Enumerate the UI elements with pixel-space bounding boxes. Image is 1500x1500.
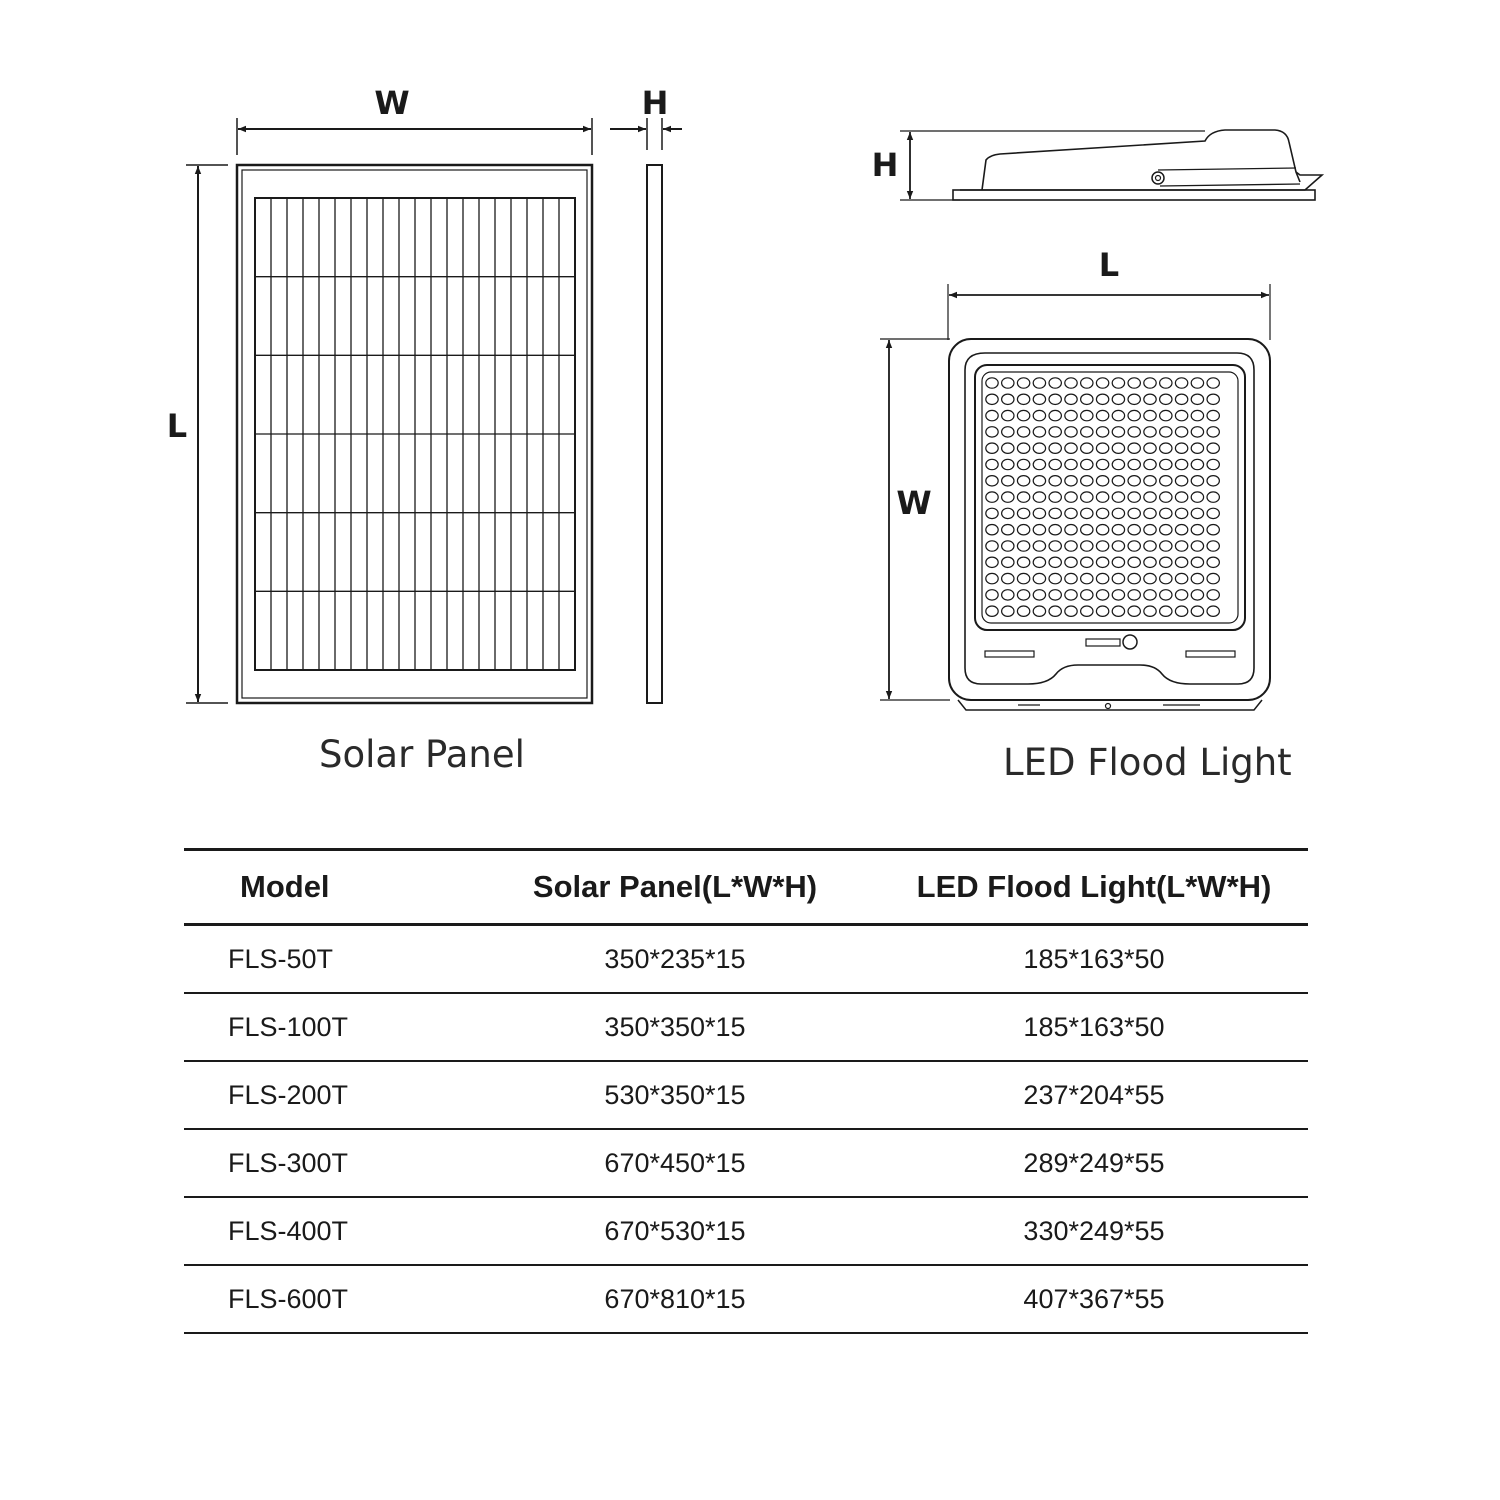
led-dot <box>1128 525 1140 535</box>
led-dot <box>1065 573 1077 583</box>
led-dot <box>1096 590 1108 600</box>
led-dot <box>1191 508 1203 518</box>
led-dot <box>1191 573 1203 583</box>
led-dot <box>1002 427 1014 437</box>
led-dot <box>1207 394 1219 404</box>
led-dot <box>1160 378 1172 388</box>
led-dot <box>1160 573 1172 583</box>
led-dot <box>1207 590 1219 600</box>
led-dot <box>1160 476 1172 486</box>
led-dot <box>1033 427 1045 437</box>
led-dot <box>986 606 998 616</box>
led-dot <box>1175 557 1187 567</box>
model-cell: FLS-50T <box>184 925 470 994</box>
led-dot <box>1096 410 1108 420</box>
flood-light-size-cell: 185*163*50 <box>880 925 1308 994</box>
led-dot <box>1128 427 1140 437</box>
led-dot <box>1207 525 1219 535</box>
led-dot <box>1065 459 1077 469</box>
led-dot <box>1144 378 1156 388</box>
model-cell: FLS-600T <box>184 1265 470 1333</box>
led-dot <box>1017 476 1029 486</box>
led-dot <box>1065 541 1077 551</box>
led-dot <box>1017 590 1029 600</box>
led-dot <box>1049 443 1061 453</box>
led-dot <box>1128 573 1140 583</box>
solar-panel-width-dimension <box>237 118 592 155</box>
led-dot <box>1065 508 1077 518</box>
led-dot <box>1160 443 1172 453</box>
led-dot <box>1096 378 1108 388</box>
flood-light-size-cell: 289*249*55 <box>880 1129 1308 1197</box>
led-dot <box>1160 410 1172 420</box>
led-dot <box>1049 590 1061 600</box>
led-dot <box>1033 508 1045 518</box>
led-dot <box>1033 410 1045 420</box>
led-dot <box>986 492 998 502</box>
led-dot <box>1002 557 1014 567</box>
led-dot <box>1207 410 1219 420</box>
led-dot <box>986 508 998 518</box>
led-dot <box>1096 525 1108 535</box>
led-dot <box>1144 525 1156 535</box>
led-dot <box>1033 492 1045 502</box>
led-dot <box>1096 459 1108 469</box>
led-dot <box>1207 508 1219 518</box>
model-cell: FLS-400T <box>184 1197 470 1265</box>
led-dot <box>1033 557 1045 567</box>
led-dot <box>1049 525 1061 535</box>
led-dot <box>1033 394 1045 404</box>
led-dot <box>1096 606 1108 616</box>
led-dot <box>1191 590 1203 600</box>
led-dot <box>1191 557 1203 567</box>
led-dot <box>1065 590 1077 600</box>
led-dot <box>1065 378 1077 388</box>
led-dot <box>1207 492 1219 502</box>
led-dot <box>986 410 998 420</box>
led-dot <box>1002 378 1014 388</box>
led-dot <box>1096 492 1108 502</box>
led-dot <box>1065 394 1077 404</box>
led-dot <box>1175 394 1187 404</box>
led-dot <box>1081 492 1093 502</box>
led-dot <box>1081 525 1093 535</box>
led-dot <box>1128 492 1140 502</box>
led-dot <box>1017 459 1029 469</box>
led-dot <box>986 557 998 567</box>
led-dot <box>1065 476 1077 486</box>
led-dot <box>1191 541 1203 551</box>
led-dot <box>1191 525 1203 535</box>
led-dot <box>1049 427 1061 437</box>
led-dot <box>1175 508 1187 518</box>
led-dot <box>1144 541 1156 551</box>
led-dot <box>986 459 998 469</box>
solar-panel-height-dimension <box>610 118 682 150</box>
led-dot <box>1112 590 1124 600</box>
led-dot <box>1175 410 1187 420</box>
led-dot <box>1081 476 1093 486</box>
solar-panel-column-header: Solar Panel(L*W*H) <box>470 850 880 925</box>
led-dot <box>1096 541 1108 551</box>
solar-panel-size-cell: 670*810*15 <box>470 1265 880 1333</box>
flood-light-drawing <box>880 130 1322 710</box>
flood-light-caption: LED Flood Light <box>1003 741 1292 784</box>
led-dot <box>1049 557 1061 567</box>
led-dot <box>1175 427 1187 437</box>
led-dot <box>1096 573 1108 583</box>
led-dot <box>1065 557 1077 567</box>
led-dot <box>1128 557 1140 567</box>
led-dot <box>1160 492 1172 502</box>
led-dot <box>1175 525 1187 535</box>
led-dot <box>1128 606 1140 616</box>
led-dot <box>1002 476 1014 486</box>
led-dot <box>1065 525 1077 535</box>
led-dot <box>1096 427 1108 437</box>
flood-light-size-cell: 330*249*55 <box>880 1197 1308 1265</box>
solar-panel-size-cell: 670*450*15 <box>470 1129 880 1197</box>
led-dot <box>1081 378 1093 388</box>
solar-panel-size-cell: 350*235*15 <box>470 925 880 994</box>
led-dot <box>1096 394 1108 404</box>
solar-panel-length-dimension <box>186 165 228 703</box>
led-dot <box>1160 394 1172 404</box>
led-dot <box>1033 525 1045 535</box>
led-dot <box>1017 378 1029 388</box>
led-dot <box>1144 443 1156 453</box>
led-dot <box>1081 459 1093 469</box>
led-dot <box>1049 378 1061 388</box>
table-row <box>184 1265 1308 1333</box>
led-dot <box>1207 557 1219 567</box>
led-dot <box>1175 443 1187 453</box>
led-dot <box>1207 443 1219 453</box>
led-dot <box>1081 590 1093 600</box>
solar-panel-side-view <box>647 165 662 703</box>
led-dot <box>1160 606 1172 616</box>
led-dot <box>1017 410 1029 420</box>
led-dot <box>1144 590 1156 600</box>
led-dot <box>1096 508 1108 518</box>
flood-light-length-dimension <box>948 284 1270 340</box>
led-dot <box>1033 606 1045 616</box>
led-dot <box>1049 573 1061 583</box>
led-dot <box>1144 492 1156 502</box>
led-dot <box>986 394 998 404</box>
flood-light-length-label: L <box>1098 246 1120 284</box>
solar-panel-length-label: L <box>166 407 188 445</box>
led-dot <box>1144 394 1156 404</box>
led-dot <box>1033 378 1045 388</box>
model-cell: FLS-300T <box>184 1129 470 1197</box>
led-dot <box>1081 443 1093 453</box>
led-dot <box>1112 606 1124 616</box>
led-dot <box>1112 394 1124 404</box>
led-dot <box>1065 410 1077 420</box>
flood-light-size-cell: 185*163*50 <box>880 993 1308 1061</box>
flood-light-led-board <box>975 365 1245 630</box>
solar-panel-size-cell: 530*350*15 <box>470 1061 880 1129</box>
led-dot <box>1002 541 1014 551</box>
led-dot <box>1207 378 1219 388</box>
led-dot <box>1049 492 1061 502</box>
table-row <box>184 1061 1308 1129</box>
led-dot <box>1112 459 1124 469</box>
led-dot <box>1096 476 1108 486</box>
led-dot <box>1207 541 1219 551</box>
led-dot <box>1175 492 1187 502</box>
table-row <box>184 1197 1308 1265</box>
led-dot <box>986 443 998 453</box>
led-dot <box>986 427 998 437</box>
led-dot <box>1112 557 1124 567</box>
led-dot <box>1096 443 1108 453</box>
led-dot <box>1002 459 1014 469</box>
led-dot <box>1049 394 1061 404</box>
led-dot <box>1144 573 1156 583</box>
led-dot <box>1207 606 1219 616</box>
flood-light-led-array <box>986 378 1220 617</box>
led-dot <box>1065 606 1077 616</box>
led-dot <box>1065 427 1077 437</box>
led-dot <box>986 476 998 486</box>
led-dot <box>1002 525 1014 535</box>
led-dot <box>1175 541 1187 551</box>
flood-light-height-label: H <box>871 146 899 184</box>
led-dot <box>1160 590 1172 600</box>
led-dot <box>1033 541 1045 551</box>
led-dot <box>1128 443 1140 453</box>
led-dot <box>986 590 998 600</box>
led-dot <box>1081 557 1093 567</box>
led-dot <box>1112 525 1124 535</box>
led-dot <box>1128 476 1140 486</box>
led-dot <box>1065 443 1077 453</box>
spec-table-header <box>184 850 1308 925</box>
led-dot <box>1112 476 1124 486</box>
led-dot <box>1175 476 1187 486</box>
led-dot <box>1081 427 1093 437</box>
led-dot <box>1033 590 1045 600</box>
led-dot <box>1128 410 1140 420</box>
table-row <box>184 925 1308 994</box>
led-dot <box>1049 541 1061 551</box>
led-dot <box>1144 557 1156 567</box>
solar-panel-size-cell: 670*530*15 <box>470 1197 880 1265</box>
led-dot <box>1160 508 1172 518</box>
flood-light-size-cell: 407*367*55 <box>880 1265 1308 1333</box>
led-dot <box>986 525 998 535</box>
led-dot <box>1191 394 1203 404</box>
led-dot <box>1017 492 1029 502</box>
solar-panel-caption: Solar Panel <box>319 733 525 776</box>
flood-light-side-view <box>900 130 1322 200</box>
led-dot <box>1112 427 1124 437</box>
led-dot <box>1049 410 1061 420</box>
led-dot <box>1175 459 1187 469</box>
spec-table <box>184 848 1308 1334</box>
led-dot <box>1017 541 1029 551</box>
led-dot <box>1160 541 1172 551</box>
led-dot <box>1144 427 1156 437</box>
led-dot <box>1191 410 1203 420</box>
flood-light-column-header: LED Flood Light(L*W*H) <box>880 850 1308 925</box>
led-dot <box>1160 557 1172 567</box>
led-dot <box>1144 476 1156 486</box>
led-dot <box>1033 459 1045 469</box>
led-dot <box>1017 557 1029 567</box>
led-dot <box>1160 427 1172 437</box>
solar-panel-drawing <box>186 118 682 703</box>
led-dot <box>1002 590 1014 600</box>
led-dot <box>1175 378 1187 388</box>
led-dot <box>1128 459 1140 469</box>
led-dot <box>1081 606 1093 616</box>
led-dot <box>1033 476 1045 486</box>
led-dot <box>1002 394 1014 404</box>
led-dot <box>1017 573 1029 583</box>
spec-table-header-row <box>184 850 1308 925</box>
led-dot <box>1144 410 1156 420</box>
flood-light-size-cell: 237*204*55 <box>880 1061 1308 1129</box>
led-dot <box>1112 443 1124 453</box>
led-dot <box>1191 427 1203 437</box>
led-dot <box>1191 378 1203 388</box>
led-dot <box>1207 573 1219 583</box>
led-dot <box>986 378 998 388</box>
led-dot <box>1207 459 1219 469</box>
led-dot <box>1017 443 1029 453</box>
led-dot <box>1207 427 1219 437</box>
model-cell: FLS-200T <box>184 1061 470 1129</box>
led-dot <box>1160 525 1172 535</box>
solar-panel-cell-grid <box>255 198 575 670</box>
led-dot <box>1112 541 1124 551</box>
led-dot <box>1049 476 1061 486</box>
led-dot <box>1175 573 1187 583</box>
led-dot <box>1017 606 1029 616</box>
led-dot <box>1002 573 1014 583</box>
model-column-header: Model <box>184 850 470 925</box>
led-dot <box>1081 410 1093 420</box>
led-dot <box>1144 459 1156 469</box>
led-dot <box>1049 606 1061 616</box>
led-dot <box>1002 443 1014 453</box>
led-dot <box>1175 590 1187 600</box>
led-dot <box>1207 476 1219 486</box>
led-dot <box>1112 410 1124 420</box>
led-dot <box>1096 557 1108 567</box>
led-dot <box>1081 508 1093 518</box>
led-dot <box>1128 394 1140 404</box>
led-dot <box>1081 573 1093 583</box>
led-dot <box>1017 525 1029 535</box>
table-row <box>184 993 1308 1061</box>
led-dot <box>1112 573 1124 583</box>
table-row <box>184 1129 1308 1197</box>
led-dot <box>1002 492 1014 502</box>
led-dot <box>1191 606 1203 616</box>
led-dot <box>1017 508 1029 518</box>
led-dot <box>1049 508 1061 518</box>
led-dot <box>1049 459 1061 469</box>
led-dot <box>1033 443 1045 453</box>
led-dot <box>1128 508 1140 518</box>
led-dot <box>1002 606 1014 616</box>
led-dot <box>1128 541 1140 551</box>
led-dot <box>1002 508 1014 518</box>
led-dot <box>1112 492 1124 502</box>
led-dot <box>1144 606 1156 616</box>
led-dot <box>1081 541 1093 551</box>
led-dot <box>1065 492 1077 502</box>
led-dot <box>1160 459 1172 469</box>
led-dot <box>1033 573 1045 583</box>
led-dot <box>986 573 998 583</box>
model-cell: FLS-100T <box>184 993 470 1061</box>
solar-panel-size-cell: 350*350*15 <box>470 993 880 1061</box>
led-dot <box>1175 606 1187 616</box>
led-dot <box>1191 459 1203 469</box>
led-dot <box>1144 508 1156 518</box>
led-dot <box>1017 394 1029 404</box>
flood-light-indicators <box>985 635 1235 657</box>
led-dot <box>1112 378 1124 388</box>
led-dot <box>1128 590 1140 600</box>
led-dot <box>1191 476 1203 486</box>
led-dot <box>1112 508 1124 518</box>
led-dot <box>1081 394 1093 404</box>
spec-table-body <box>184 925 1308 1334</box>
flood-light-width-label: W <box>896 484 932 522</box>
led-dot <box>1128 378 1140 388</box>
led-dot <box>1002 410 1014 420</box>
solar-panel-height-label: H <box>641 84 669 122</box>
led-dot <box>1017 427 1029 437</box>
led-dot <box>1191 443 1203 453</box>
solar-panel-width-label: W <box>374 84 410 122</box>
led-dot <box>986 541 998 551</box>
led-dot <box>1191 492 1203 502</box>
